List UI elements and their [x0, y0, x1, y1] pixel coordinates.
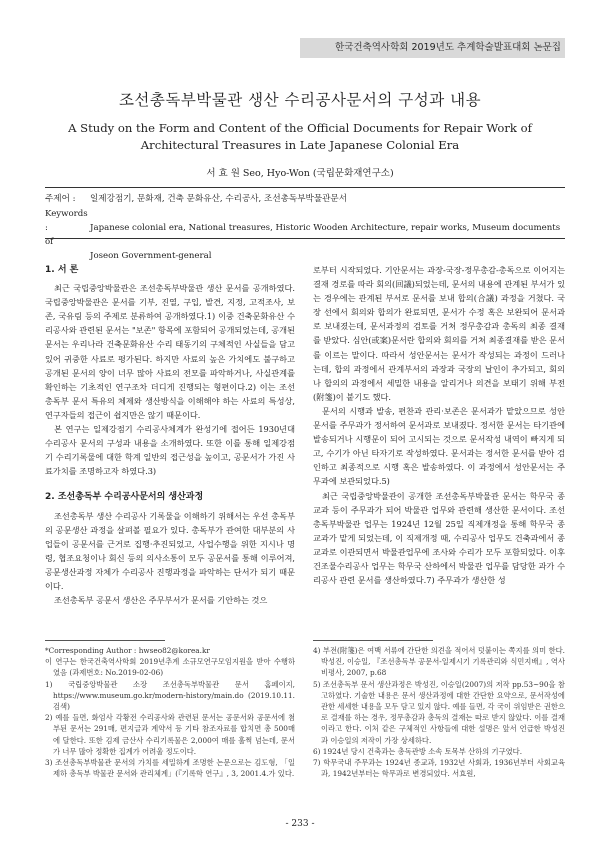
korean-keywords-label: 주제어 : — [45, 194, 76, 204]
footnote-3: 3) 조선총독부박물관 문서의 가치를 세밀하게 조명한 논문으로는 김도형, 「일제하 총독부 박물관 문서와 관리체계」(『기록학 연구』, 3, 2001.4.가 있다. — [45, 758, 295, 779]
running-title: 한국건축역사학회 2019년도 추계학술발표대회 논문집 — [300, 38, 565, 58]
footnote-5: 5) 조선총독부 문서 생산과정은 박성진, 이승일(2007)의 저작 pp.53~90을 참고하였다. 기술한 내용은 문서 생산과정에 대한 간단한 요약으로, 문서작성에 관한 세세한 내용을 모두 담고 있지 않다. 예를 들면, 각 국이 위임받은 권한으로 결재를 하는 경우, 정무총감과 총독의 결재는 따로 받지 않았다. 이를 결재이라고 한다. 이처 같은 구체적인 사항들에 대한 설명은 앞서 언급한 박성진과 이승일의 저작이 가장 상세하다. — [313, 679, 565, 745]
section-2-paragraph-1: 조선총독부 생산 수리공사 기록물을 이해하기 위해서는 우선 총독부의 공문생산 과정을 살펴볼 필요가 있다. 총독부가 관여한 대부분의 사업들이 공문서를 근거로 집행·추진되었고, 사업수행을 위한 지시나 명령, 협조요청이나 회신 등의 의사소통이 모두 공문서를 통해 이루어져, 공문생산과정 자체가 수리공사 진행과정을 파악하는 단서가 되기 때문이다. — [45, 510, 295, 591]
english-title-line-1: A Study on the Form and Content of the Official Documents for Repair Work of — [68, 121, 532, 135]
footnote-1: 1) 국립중앙박물관 소장 조선총독부박물관 문서 홈페이지, https://www.museum.go.kr/modern-history/main.do (2019.10.11. 검색) — [45, 679, 295, 712]
english-keywords — [45, 207, 565, 263]
footnote-7: 7) 학무국내 주무과는 1924년 종교과, 1932년 사회과, 1936년부터 사회교육과, 1942년부터는 학무과로 변경되었다. 서효원, — [313, 758, 565, 779]
right-footnotes — [313, 645, 565, 779]
section-2-paragraph-2: 조선총독부 공문서 생산은 주무부서가 문서를 기안하는 것으 — [54, 595, 268, 606]
english-keywords-label: Keywords : — [45, 209, 88, 233]
korean-title: 조선총독부박물관 생산 수리공사문서의 구성과 내용 — [118, 91, 482, 109]
left-footnote-rule — [45, 640, 165, 641]
footnote-corresponding: *Corresponding Author : hwseo82@korea.kr — [45, 646, 210, 655]
section-1-paragraph-1: 최근 국립중앙박물관은 조선총독부박물관 생산 문서를 공개하였다. 국립중앙박물관은 문서를 기부, 진열, 구입, 발견, 지정, 고적조사, 보존, 국유림 등의 주제로 분류하여 공개하였다.1) 이중 건축문화유산 수리공사와 관련된 문서는 "보존" 항목에 포함되어 공개되었는데, 공개된 문서는 우리나라 건축문화유산 수리 태동기의 구체적인 사실들을 담고 있어 귀중한 사료로 평가된다. 하지만 사료의 높은 가치에도 불구하고 공개된 문서의 양이 너무 많아 사료의 전모를 파악하거나, 사실관계를 확인하는 기초적인 연구조차 더디게 진행되는 형편이다.2) 이는 조선총독부 문서 특유의 체제와 생산방식을 이해해야 하는 사료의 특성상, 연구자들의 접근이 쉽지만은 않기 때문이다. — [45, 283, 295, 420]
page-number: - 233 - — [285, 819, 315, 829]
section-2-heading: 2. 조선총독부 수리공사문서의 생산과정 — [45, 492, 204, 503]
korean-keywords-text: 일제강점기, 문화재, 건축 문화유산, 수리공사, 조선총독부박물관문서 — [90, 194, 348, 204]
left-footnotes — [45, 645, 295, 779]
author-line: 서 효 원 Seo, Hyo-Won (국립문화재연구소) — [206, 168, 394, 179]
english-title — [60, 120, 540, 154]
footnote-6: 6) 1924년 당시 건축과는 총독관방 소속 토목부 산하의 기구였다. — [313, 746, 523, 756]
english-keywords-text-2: Joseon Government-general — [90, 251, 212, 261]
right-paragraph-1: 로부터 시작되었다. 기안문서는 과장-국장-정무총감-총독으로 이어지는 결재 경로를 따라 회의(回議)되었는데, 문서의 내용에 관계된 부서가 있는 경우에는 관계된 부서로 문서를 보내 합의(合議) 과정을 거쳤다. 국장 선에서 회의와 합의가 완료되면, 문서가 수정 혹은 보완되어 문서과로 보내졌는데, 문서과정의 검토를 거쳐 정무총감과 총독의 최종 결재를 받았다. 심안(或案)문서란 합의와 회의를 거쳐 최종결재를 받은 문서를 이르는 말이다. 따라서 성안문서는 문서가 작성되는 과정이 드러나는데, 합의 과정에서 관계부서의 과장과 국장의 날인이 추가되고, 회의나 합의의 과정에서 세밀한 내용을 알리거나 의견을 보태기 위해 부전(附箋)이 붙기도 했다. — [313, 265, 565, 402]
left-column — [45, 263, 295, 607]
section-1-heading: 1. 서 론 — [45, 265, 79, 275]
footnote-4: 4) 부전(附箋)은 여백 서류에 간단한 의견을 적어서 덧붙이는 쪽지를 의미 한다. 박성진, 이승일, 『조선총독부 공문서-일제시기 기록관리와 식민지배』, 역사비평사, 2007, p.68 — [313, 646, 565, 678]
right-paragraph-2: 문서의 시행과 발송, 편찬과 관리·보존은 문서과가 맡았으므로 성안 문서를 주무과가 정서하여 문서과로 보내졌다. 정서한 문서는 타기관에 발송되거나 시행문이 되어 고시되는 것으로 문서작성 내역이 빠지게 되고, 수기가 아닌 타자기로 작성하였다. 문서과는 정서한 문서를 받아 검인하고 최종적으로 시행 혹은 발송하였다. 이 과정에서 성안문서는 주무과에 보관되었다.5) — [313, 405, 565, 487]
footnote-2: 2) 예를 들면, 화엄사 각황전 수리공사와 관련된 문서는 공문서와 공문서에 첨부된 문서는 291매, 편지글과 계약서 등 기타 참조자료를 합치면 총 500매에 달한다. 또한 김제 금산사 수리기록물은 2,000여 매를 훌쩍 넘는데, 문서가 너무 많아 정확한 집계가 어려울 정도이다. — [45, 713, 295, 756]
right-paragraph-3: 최근 국립중앙박물관이 공개한 조선총독부박물관 문서는 학무국 종교과 등이 주무과가 되어 박물관 업무와 관련해 생산한 문서이다. 조선총독부박물관 업무는 1924년 12월 25일 직제개정을 통해 학무국 종교과가 맡게 되었는데, 이 직제개정 때, 수리공사 업무도 건축과에서 종교과로 이관되면서 박물관업무에 조사와 수리가 모두 포함되었다. 이후 건조물수리공사 업무는 학무국 산하에서 박물관 업무를 담당한 과가 수리공사 관련 문서를 생산하였다.7) 주무과가 생산한 성 — [313, 490, 565, 586]
korean-keywords — [45, 192, 565, 206]
right-footnote-rule — [313, 640, 433, 641]
footnote-funding: 이 연구는 한국건축역사학회 2019년추계 소규모연구모임지원을 받아 수행하였음 (과제번호: No.2019-02-06) — [45, 657, 295, 678]
right-column — [313, 263, 565, 587]
english-title-line-2: Architectural Treasures in Late Japanese Colonial Era — [140, 138, 460, 152]
section-1-paragraph-2: 본 연구는 일제강점기 수리공사체계가 완성기에 접어든 1930년대 수리공사 문서의 구성과 내용을 소개하였다. 또한 이를 통해 일제강점기 수리기록물에 대한 학계 일반의 접근성을 높이고, 공문서가 가진 사료가치를 조명하고자 하였다.3) — [45, 424, 295, 477]
english-keywords-text-1: Japanese colonial era, National treasures, Historic Wooden Architecture, repair works, Museum documents of — [45, 223, 561, 247]
keywords-top-rule — [45, 187, 565, 188]
running-header — [0, 0, 600, 53]
keywords-bottom-rule — [45, 238, 565, 239]
